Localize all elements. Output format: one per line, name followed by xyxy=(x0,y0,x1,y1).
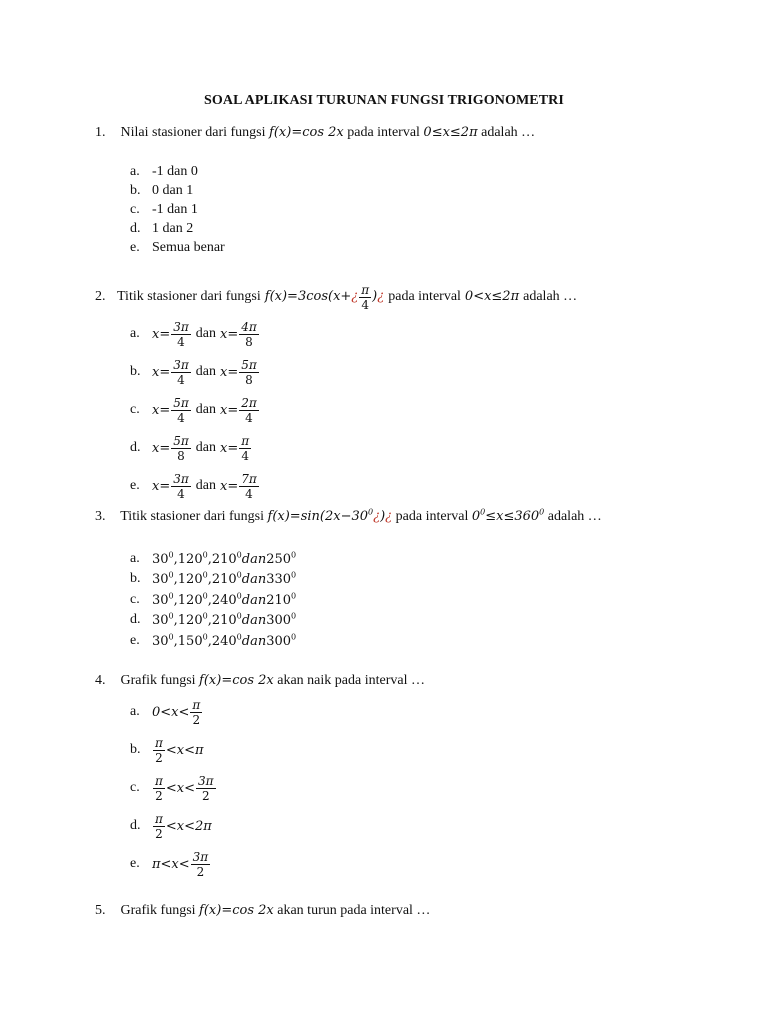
option-e[interactable]: e. π<x< $\frac{3\pi}{2}$ xyxy=(130,849,209,879)
option-a[interactable]: a. $30^0,120^0,210^0dan250^0$ xyxy=(130,550,297,567)
option-d[interactable]: d. x= $\frac{5\pi}{8}$ dan x= $\frac{\pi}{4}$ xyxy=(130,433,250,463)
option-e[interactable]: e. x= $\frac{3\pi}{4}$ dan x= $\frac{7\pi}{4}$ xyxy=(130,471,257,501)
question-text: Grafik fungsi xyxy=(120,673,196,688)
question-text: pada interval xyxy=(388,289,461,304)
option-d[interactable]: d. $30^0,120^0,210^0dan300^0$ xyxy=(130,611,297,628)
question-text: adalah … xyxy=(547,509,602,524)
option-c[interactable]: c. $30^0,120^0,240^0dan210^0$ xyxy=(130,591,297,608)
question-3: 3. Titik stasioner dari fungsi $f(x)=\sin(2x-30^0¿)¿$ pada interval $0^0\le x\le 360^0$ adalah … xyxy=(95,507,602,524)
function-expression: f(x)=3cos(x+ xyxy=(264,289,352,304)
question-number: 3. xyxy=(95,509,106,524)
question-text: pada interval xyxy=(395,509,469,524)
question-text: pada interval xyxy=(347,125,420,140)
question-text: akan turun pada interval … xyxy=(277,903,431,918)
option-a[interactable]: a. 0<x< $\frac{\pi}{2}$ xyxy=(130,697,201,727)
option-b[interactable]: b. 0 dan 1 xyxy=(130,183,194,198)
interval-expression: 0<x≤2π xyxy=(464,289,520,304)
question-text: Nilai stasioner dari fungsi xyxy=(120,125,266,140)
function-expression: f(x)=cos 2x xyxy=(199,903,274,918)
option-d[interactable]: d. $\frac{\pi}{2}$ <x<2π xyxy=(130,811,212,841)
option-c[interactable]: c. $\frac{\pi}{2}$ <x< $\frac{3\pi}{2}$ xyxy=(130,773,214,803)
question-number: 5. xyxy=(95,903,106,918)
question-text: Titik stasioner dari fungsi xyxy=(117,289,261,304)
function-expression: $f(x)=\sin(2x-30^0$ xyxy=(267,507,374,524)
page-title: SOAL APLIKASI TURUNAN FUNGSI TRIGONOMETRI xyxy=(204,93,564,108)
question-text: Grafik fungsi xyxy=(120,903,196,918)
question-4 xyxy=(95,672,425,690)
function-expression: f(x)=cos 2x xyxy=(199,673,274,688)
interval-expression: 0≤x≤2π xyxy=(423,125,478,140)
question-text: adalah … xyxy=(481,125,536,140)
question-number: 2. xyxy=(95,289,106,304)
glyph-artifact: ¿ xyxy=(385,509,393,524)
interval-expression: $0^0\le x\le 360^0$ xyxy=(471,507,545,524)
question-number: 1. xyxy=(95,125,106,140)
option-e[interactable]: e. Semua benar xyxy=(130,240,225,255)
option-b[interactable]: b. $\frac{\pi}{2}$ <x<π xyxy=(130,735,204,765)
glyph-artifact: ¿ xyxy=(377,289,385,304)
question-text: akan naik pada interval … xyxy=(277,673,425,688)
option-a[interactable]: a. -1 dan 0 xyxy=(130,164,198,179)
question-text: adalah … xyxy=(523,289,578,304)
question-2: 2. Titik stasioner dari fungsi f(x)=3cos(x+ ¿ $\frac{\pi}{4}$ ) ¿ pada interval 0<x≤2π adalah … xyxy=(95,282,578,312)
option-d[interactable]: d. 1 dan 2 xyxy=(130,221,194,236)
question-5 xyxy=(95,902,430,920)
function-expression: f(x)=cos 2x xyxy=(269,125,344,140)
question-text: Titik stasioner dari fungsi xyxy=(120,509,265,524)
fraction: $\frac{\pi}{4}$ xyxy=(361,282,370,312)
option-c[interactable]: c. -1 dan 1 xyxy=(130,202,198,217)
question-number: 4. xyxy=(95,673,106,688)
option-e[interactable]: e. $30^0,150^0,240^0dan300^0$ xyxy=(130,632,297,649)
question-1 xyxy=(95,124,535,142)
option-a[interactable]: a. x= $\frac{3\pi}{4}$ dan x= $\frac{4\pi}{8}$ xyxy=(130,319,257,349)
option-b[interactable]: b. $30^0,120^0,210^0dan330^0$ xyxy=(130,570,297,587)
option-b[interactable]: b. x= $\frac{3\pi}{4}$ dan x= $\frac{5\pi}{8}$ xyxy=(130,357,257,387)
option-c[interactable]: c. x= $\frac{5\pi}{4}$ dan x= $\frac{2\pi}{4}$ xyxy=(130,395,257,425)
glyph-artifact: ¿ xyxy=(373,509,381,524)
glyph-artifact: ¿ xyxy=(351,289,359,304)
